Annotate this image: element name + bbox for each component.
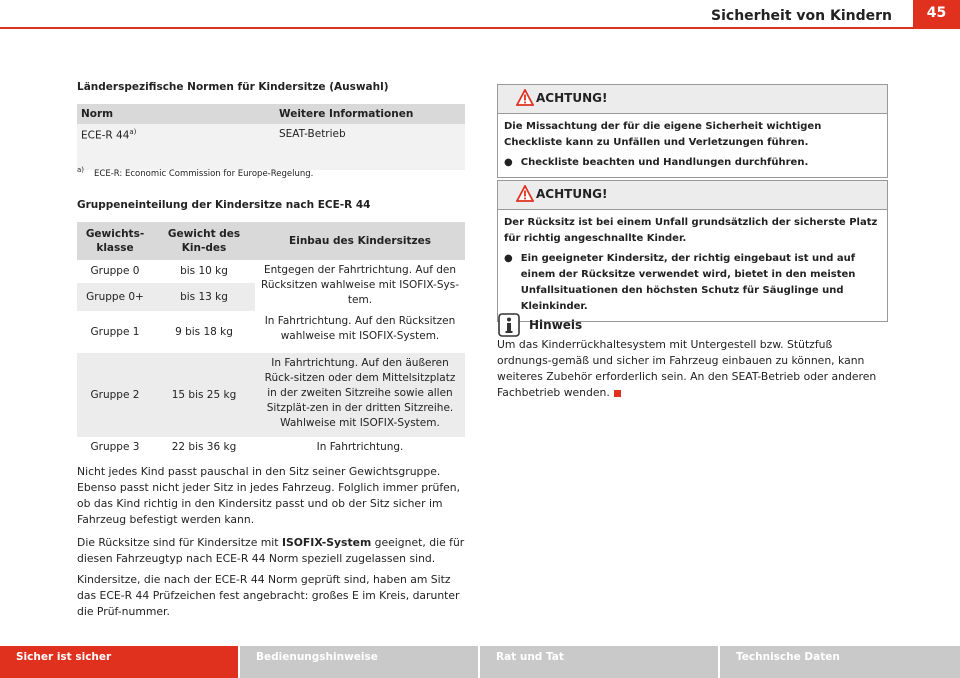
group-cell: Gruppe 0: [77, 260, 153, 283]
installation-cell: In Fahrtrichtung.: [255, 437, 465, 458]
hint-title: Hinweis: [529, 318, 583, 332]
group-cell: Gruppe 0+: [77, 283, 153, 311]
end-marker-icon: [614, 390, 621, 397]
warning-body: [498, 114, 887, 177]
installation-cell: Entgegen der Fahrtrichtung. Auf den Rücksitzen wahlweise mit ISOFIX-Sys-tem.: [255, 260, 465, 311]
paragraph-fit: Nicht jedes Kind passt pauschal in den Sitz seiner Gewichtsgruppe. Ebenso passt nicht jeder Sitz in jedes Fahrzeug. Folglich immer prüfen, ob das Kind richtig in den Kindersitz passt und ob der Sitz sicher im Fahrzeug befestigt werden kann.: [77, 465, 461, 526]
weight-cell: 15 bis 25 kg: [153, 353, 255, 437]
footer-tab-safety[interactable]: Sicher ist sicher: [0, 646, 238, 678]
footer-nav: [0, 646, 960, 678]
paragraph-approval: Kindersitze, die nach der ECE-R 44 Norm geprüft sind, haben am Sitz das ECE-R 44 Prüfzeichen fest angebracht: großes E im Kreis, darunter die Prüf-nummer.: [77, 573, 460, 618]
warning-bullet: [504, 251, 881, 315]
info-cell: SEAT-Betrieb: [275, 124, 465, 170]
footer-tab-technical-data[interactable]: Technische Daten: [720, 646, 960, 678]
bullet-icon: ●: [504, 157, 513, 168]
group-cell: Gruppe 3: [77, 437, 153, 458]
installation-cell: In Fahrtrichtung. Auf den äußeren Rück-sitzen oder dem Mittelsitzplatz in der zweiten Sitzreihe sowie allen Sitzplät-zen in der dritten Sitzreihe. Wahlweise mit ISOFIX-System.: [255, 353, 465, 437]
warning-body: [498, 210, 887, 321]
paragraph-text: Die Rücksitze sind für Kindersitze mit: [77, 536, 282, 549]
column-header-norm: Norm: [77, 104, 275, 124]
table-row: [77, 260, 465, 283]
table-row: [77, 311, 465, 353]
group-cell: Gruppe 2: [77, 353, 153, 437]
table-header-row: [77, 222, 465, 260]
warning-bullet-text: Ein geeigneter Kindersitz, der richtig eingebaut ist und auf einem der Rücksitze verwendet wird, bietet in den meisten Unfallsituationen den höchsten Schutz für Säuglinge und Kleinkinder.: [520, 253, 856, 312]
column-header-class: Gewichts-klasse: [77, 222, 153, 260]
footnote-mark: a): [77, 166, 85, 174]
table-row: [77, 124, 465, 170]
norms-table: [77, 104, 465, 170]
warning-label: ACHTUNG!: [536, 91, 608, 105]
paragraph-text: geeignet, die für diesen Fahrzeugtyp nach ECE-R 44 Norm speziell zugelassen sind.: [77, 536, 465, 565]
norms-heading: Länderspezifische Normen für Kindersitze (Auswahl): [77, 81, 389, 93]
warning-text: Die Missachtung der für die eigene Sicherheit wichtigen Checkliste kann zu Unfällen und Verletzungen führen.: [504, 121, 822, 148]
installation-cell: In Fahrtrichtung. Auf den Rücksitzen wahlweise mit ISOFIX-System.: [255, 311, 465, 353]
weight-cell: 22 bis 36 kg: [153, 437, 255, 458]
table-row: [77, 353, 465, 437]
groups-heading: Gruppeneinteilung der Kindersitze nach ECE-R 44: [77, 199, 371, 211]
footer-tab-advice[interactable]: Rat und Tat: [480, 646, 718, 678]
warning-box: [497, 84, 888, 178]
warning-header: [498, 85, 887, 114]
weight-cell: bis 13 kg: [153, 283, 255, 311]
hint-text: [497, 337, 887, 401]
norm-cell: [77, 124, 275, 170]
isofix-term: ISOFIX-System: [281, 536, 372, 549]
page-header-title: Sicherheit von Kindern: [711, 8, 892, 24]
warning-bullet-text: Checkliste beachten und Handlungen durchführen.: [520, 157, 809, 168]
weight-cell: 9 bis 18 kg: [153, 311, 255, 353]
paragraph-isofix: [77, 535, 465, 567]
warning-header: [498, 181, 887, 210]
warning-label: ACHTUNG!: [536, 187, 608, 201]
header-rule: [0, 27, 960, 29]
warning-bullet: [504, 155, 881, 171]
hint-paragraph: Um das Kinderrückhaltesystem mit Untergestell bzw. Stützfuß ordnungs-gemäß und sicher im Fahrzeug einbauen zu können, kann weiteres Zubehör erforderlich sein. An den SEAT-Betrieb oder anderen Fachbetrieb wenden.: [497, 338, 877, 399]
footnote-ref: a): [129, 128, 137, 136]
warning-triangle-icon: [516, 185, 534, 202]
column-header-info: Weitere Informationen: [275, 104, 465, 124]
column-header-installation: Einbau des Kindersitzes: [255, 222, 465, 260]
warning-text: Der Rücksitz ist bei einem Unfall grundsätzlich der sicherste Platz für richtig angeschnallte Kinder.: [504, 217, 878, 244]
groups-table: [77, 222, 465, 458]
footer-tab-operation[interactable]: Bedienungshinweise: [240, 646, 478, 678]
bullet-icon: ●: [504, 253, 513, 264]
info-icon: [498, 313, 520, 337]
table-row: [77, 437, 465, 458]
norm-value: ECE-R 44: [81, 129, 130, 142]
group-cell: Gruppe 1: [77, 311, 153, 353]
table-header-row: [77, 104, 465, 124]
column-header-weight: Gewicht des Kin-des: [153, 222, 255, 260]
page-number: 45: [913, 0, 960, 28]
footnote: [77, 166, 313, 179]
weight-cell: bis 10 kg: [153, 260, 255, 283]
footnote-text: ECE-R: Economic Commission for Europe-Regelung.: [94, 168, 314, 179]
warning-triangle-icon: [516, 89, 534, 106]
warning-box: [497, 180, 888, 322]
